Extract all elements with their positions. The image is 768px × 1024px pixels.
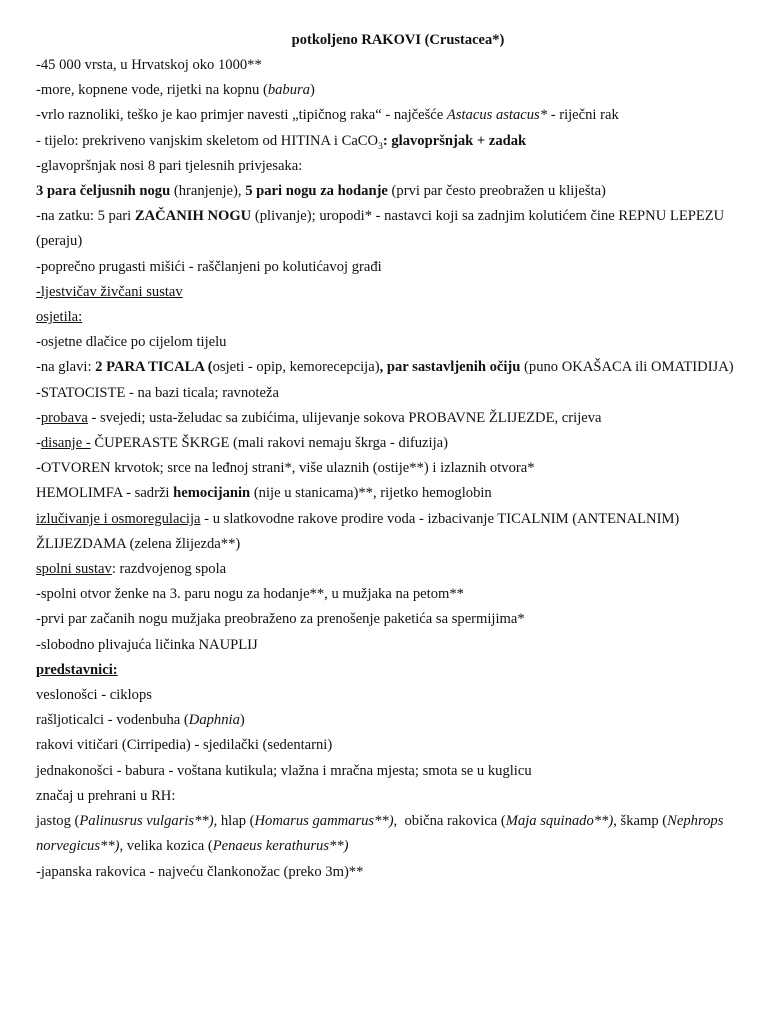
statocysts-line: -STATOCISTE - na bazi ticala; ravnoteža	[36, 384, 279, 401]
head-senses-line: -na glavi: 2 PARA TICALA (osjeti - opip, kemorecepcija), par sastavljenih očiju (puno OKAŠACA ili OMATIDIJA)	[36, 359, 734, 376]
edible-species-line: jastog (Palinusrus vulgaris**), hlap (Homarus gammarus**), obična rakovica (Maja squinado**), škamp (Nephrops norvegicus**), velika kozica (Penaeus kerathurus**)	[36, 813, 728, 855]
diversity-line: -vrlo raznoliki, teško je kao primjer navesti „tipičnog raka“ - najčešće Astacus astacus* - riječni rak	[36, 107, 619, 124]
legs-line: 3 para čeljusnih nogu (hranjenje), 5 pari nogu za hodanje (prvi par često preobražen u kliješta)	[36, 183, 606, 200]
digestion-line: -probava - svejedi; usta-želudac sa zubićima, ulijevanje sokova PROBAVNE ŽLIJEZDE, crijeva	[36, 409, 602, 426]
representatives-heading: predstavnici:	[36, 661, 118, 678]
water-flea-line: rašljoticalci - vodenbuha (Daphnia)	[36, 712, 245, 729]
species-count-line: -45 000 vrsta, u Hrvatskoj oko 1000**	[36, 57, 262, 73]
document-page	[36, 28, 746, 885]
habitat-line: -more, kopnene vode, rijetki na kopnu (babura)	[36, 82, 315, 99]
larva-line: -slobodno plivajuća ličinka NAUPLIJ	[36, 636, 258, 653]
document-title: potkoljeno RAKOVI (Crustacea*)	[291, 32, 505, 48]
senses-heading: osjetila:	[36, 309, 83, 326]
muscles-line: -poprečno prugasti mišići - raščlanjeni po kolutićavoj građi	[36, 258, 382, 275]
nervous-system-line: -ljestvičav živčani sustav	[36, 283, 183, 300]
copepods-line: veslonošci - ciklops	[36, 687, 152, 704]
excretion-line: izlučivanje i osmoregulacija - u slatkovodne rakove prodire voda - izbacivanje TICALNIM (ANTENALNIM) ŽLIJEZDAMA (zelena žlijezda**)	[36, 510, 680, 552]
appendages-line: -glavopršnjak nosi 8 pari tjelesnih privjesaka:	[36, 157, 303, 174]
barnacles-line: rakovi vitičari (Cirripedia) - sjedilački (sedentarni)	[36, 737, 333, 754]
genital-opening-line: -spolni otvor ženke na 3. paru nogu za hodanje**, u mužjaka na petom**	[36, 586, 464, 603]
abdomen-line: -na zatku: 5 pari ZAČANIH NOGU (plivanje); uropodi* - nastavci koji sa zadnjim kolutićem čine REPNU LEPEZU (peraju)	[36, 208, 725, 250]
sensory-hairs-line: -osjetne dlačice po cijelom tijelu	[36, 334, 227, 351]
male-legs-line: -prvi par začanih nogu mužjaka preobraženo za prenošenje paketića sa spermijima*	[36, 611, 525, 628]
circulation-line: -OTVOREN krvotok; srce na leđnoj strani*, više ulaznih (ostije**) i izlaznih otvora*	[36, 460, 535, 477]
hemolymph-line: HEMOLIMFA - sadrži hemocijanin (nije u stanicama)**, rijetko hemoglobin	[36, 485, 492, 502]
nutrition-significance-line: značaj u prehrani u RH:	[36, 787, 176, 804]
japanese-crab-line: -japanska rakovica - najveću člankonožac (preko 3m)**	[36, 863, 364, 880]
body-line: - tijelo: prekriveno vanjskim skeletom od HITINA i CaCO$_3$: glavopršnjak + zadak	[36, 132, 527, 152]
isopods-line: jednakonošci - babura - voštana kutikula; vlažna i mračna mjesta; smota se u kuglicu	[36, 762, 532, 779]
respiration-line: -disanje - ČUPERASTE ŠKRGE (mali rakovi nemaju škrga - difuzija)	[36, 435, 448, 452]
reproductive-system-line: spolni sustav: razdvojenog spola	[36, 561, 227, 578]
